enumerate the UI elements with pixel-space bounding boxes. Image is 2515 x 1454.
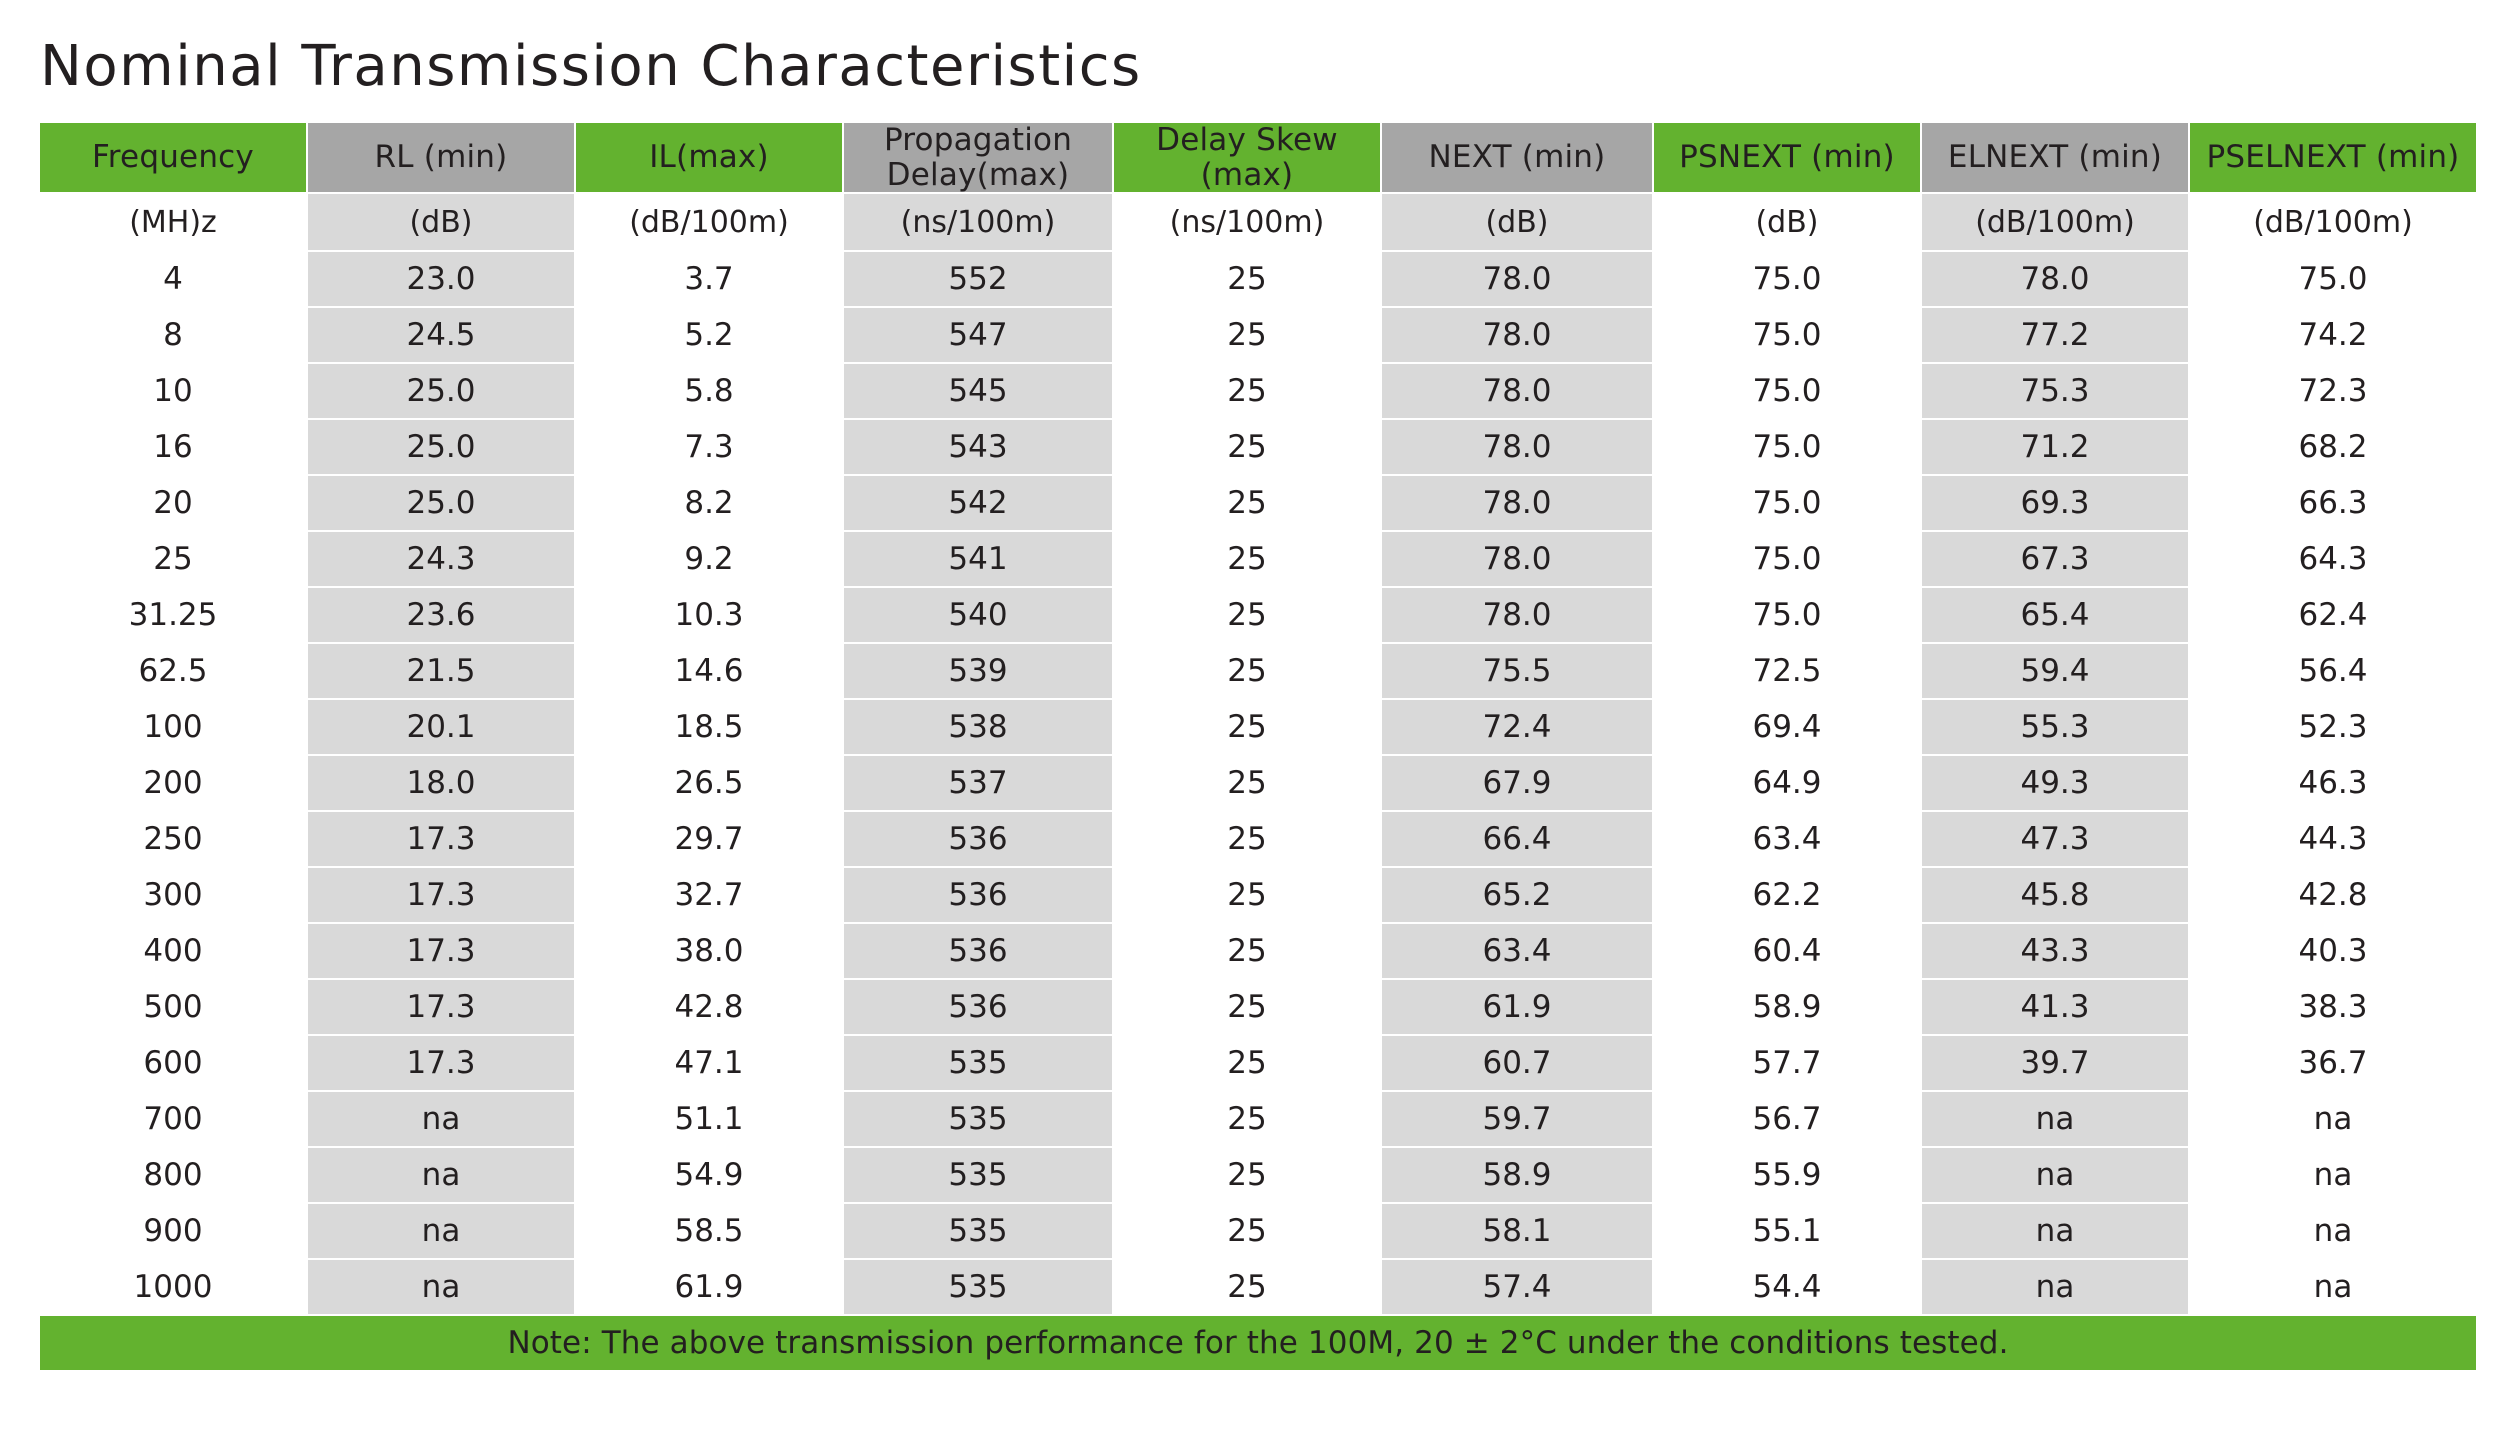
cell-r17-c7: na <box>1921 1203 2189 1259</box>
table-row <box>39 251 2477 307</box>
cell-r7-c8: 56.4 <box>2189 643 2477 699</box>
cell-r6-c5: 78.0 <box>1381 587 1653 643</box>
cell-r2-c6: 75.0 <box>1653 363 1921 419</box>
cell-r18-c3: 535 <box>843 1259 1113 1315</box>
cell-r12-c1: 17.3 <box>307 923 575 979</box>
table-row <box>39 979 2477 1035</box>
page-title: Nominal Transmission Characteristics <box>40 34 1142 99</box>
cell-r4-c2: 8.2 <box>575 475 843 531</box>
cell-r16-c2: 54.9 <box>575 1147 843 1203</box>
cell-r9-c5: 67.9 <box>1381 755 1653 811</box>
cell-r0-c5: 78.0 <box>1381 251 1653 307</box>
cell-r18-c0: 1000 <box>39 1259 307 1315</box>
unit-cell-8: (dB/100m) <box>2189 193 2477 251</box>
cell-r13-c0: 500 <box>39 979 307 1035</box>
cell-r0-c7: 78.0 <box>1921 251 2189 307</box>
cell-r5-c7: 67.3 <box>1921 531 2189 587</box>
cell-r17-c2: 58.5 <box>575 1203 843 1259</box>
cell-r11-c4: 25 <box>1113 867 1381 923</box>
cell-r1-c0: 8 <box>39 307 307 363</box>
cell-r6-c1: 23.6 <box>307 587 575 643</box>
cell-r14-c2: 47.1 <box>575 1035 843 1091</box>
cell-r13-c8: 38.3 <box>2189 979 2477 1035</box>
cell-r4-c8: 66.3 <box>2189 475 2477 531</box>
cell-r16-c4: 25 <box>1113 1147 1381 1203</box>
cell-r7-c1: 21.5 <box>307 643 575 699</box>
cell-r3-c6: 75.0 <box>1653 419 1921 475</box>
transmission-characteristics-table <box>38 121 2478 1372</box>
cell-r3-c1: 25.0 <box>307 419 575 475</box>
cell-r5-c5: 78.0 <box>1381 531 1653 587</box>
cell-r16-c8: na <box>2189 1147 2477 1203</box>
cell-r10-c3: 536 <box>843 811 1113 867</box>
cell-r10-c0: 250 <box>39 811 307 867</box>
table-footer <box>39 1315 2477 1371</box>
cell-r3-c5: 78.0 <box>1381 419 1653 475</box>
cell-r2-c3: 545 <box>843 363 1113 419</box>
cell-r9-c8: 46.3 <box>2189 755 2477 811</box>
cell-r15-c0: 700 <box>39 1091 307 1147</box>
cell-r11-c0: 300 <box>39 867 307 923</box>
cell-r2-c5: 78.0 <box>1381 363 1653 419</box>
table-row <box>39 1091 2477 1147</box>
cell-r2-c1: 25.0 <box>307 363 575 419</box>
cell-r0-c2: 3.7 <box>575 251 843 307</box>
cell-r7-c6: 72.5 <box>1653 643 1921 699</box>
cell-r14-c6: 57.7 <box>1653 1035 1921 1091</box>
cell-r8-c3: 538 <box>843 699 1113 755</box>
cell-r18-c1: na <box>307 1259 575 1315</box>
cell-r17-c5: 58.1 <box>1381 1203 1653 1259</box>
cell-r15-c7: na <box>1921 1091 2189 1147</box>
cell-r8-c7: 55.3 <box>1921 699 2189 755</box>
table-row <box>39 755 2477 811</box>
cell-r11-c8: 42.8 <box>2189 867 2477 923</box>
unit-cell-2: (dB/100m) <box>575 193 843 251</box>
cell-r12-c7: 43.3 <box>1921 923 2189 979</box>
cell-r1-c1: 24.5 <box>307 307 575 363</box>
cell-r9-c3: 537 <box>843 755 1113 811</box>
table-row <box>39 699 2477 755</box>
cell-r11-c6: 62.2 <box>1653 867 1921 923</box>
cell-r1-c8: 74.2 <box>2189 307 2477 363</box>
cell-r9-c1: 18.0 <box>307 755 575 811</box>
cell-r3-c0: 16 <box>39 419 307 475</box>
cell-r11-c5: 65.2 <box>1381 867 1653 923</box>
cell-r18-c2: 61.9 <box>575 1259 843 1315</box>
cell-r12-c5: 63.4 <box>1381 923 1653 979</box>
cell-r15-c8: na <box>2189 1091 2477 1147</box>
cell-r0-c3: 552 <box>843 251 1113 307</box>
unit-cell-6: (dB) <box>1653 193 1921 251</box>
cell-r7-c2: 14.6 <box>575 643 843 699</box>
cell-r6-c0: 31.25 <box>39 587 307 643</box>
cell-r18-c4: 25 <box>1113 1259 1381 1315</box>
cell-r1-c6: 75.0 <box>1653 307 1921 363</box>
cell-r13-c6: 58.9 <box>1653 979 1921 1035</box>
cell-r5-c4: 25 <box>1113 531 1381 587</box>
table-row <box>39 923 2477 979</box>
cell-r15-c6: 56.7 <box>1653 1091 1921 1147</box>
cell-r4-c6: 75.0 <box>1653 475 1921 531</box>
cell-r7-c5: 75.5 <box>1381 643 1653 699</box>
column-header-3: Propagation Delay(max) <box>843 122 1113 193</box>
cell-r18-c7: na <box>1921 1259 2189 1315</box>
cell-r0-c6: 75.0 <box>1653 251 1921 307</box>
cell-r15-c1: na <box>307 1091 575 1147</box>
cell-r6-c7: 65.4 <box>1921 587 2189 643</box>
cell-r17-c8: na <box>2189 1203 2477 1259</box>
cell-r5-c2: 9.2 <box>575 531 843 587</box>
cell-r2-c8: 72.3 <box>2189 363 2477 419</box>
cell-r17-c3: 535 <box>843 1203 1113 1259</box>
cell-r10-c6: 63.4 <box>1653 811 1921 867</box>
cell-r2-c0: 10 <box>39 363 307 419</box>
cell-r1-c3: 547 <box>843 307 1113 363</box>
cell-r13-c7: 41.3 <box>1921 979 2189 1035</box>
cell-r12-c8: 40.3 <box>2189 923 2477 979</box>
cell-r14-c1: 17.3 <box>307 1035 575 1091</box>
cell-r16-c3: 535 <box>843 1147 1113 1203</box>
cell-r10-c1: 17.3 <box>307 811 575 867</box>
table-row <box>39 1203 2477 1259</box>
cell-r6-c6: 75.0 <box>1653 587 1921 643</box>
cell-r10-c4: 25 <box>1113 811 1381 867</box>
cell-r0-c0: 4 <box>39 251 307 307</box>
cell-r7-c0: 62.5 <box>39 643 307 699</box>
cell-r17-c4: 25 <box>1113 1203 1381 1259</box>
cell-r3-c2: 7.3 <box>575 419 843 475</box>
column-header-4: Delay Skew (max) <box>1113 122 1381 193</box>
unit-cell-0: (MH)z <box>39 193 307 251</box>
table-row <box>39 1259 2477 1315</box>
cell-r16-c7: na <box>1921 1147 2189 1203</box>
cell-r7-c7: 59.4 <box>1921 643 2189 699</box>
cell-r14-c0: 600 <box>39 1035 307 1091</box>
unit-cell-1: (dB) <box>307 193 575 251</box>
cell-r9-c6: 64.9 <box>1653 755 1921 811</box>
cell-r13-c4: 25 <box>1113 979 1381 1035</box>
cell-r9-c4: 25 <box>1113 755 1381 811</box>
cell-r10-c5: 66.4 <box>1381 811 1653 867</box>
cell-r8-c6: 69.4 <box>1653 699 1921 755</box>
cell-r8-c5: 72.4 <box>1381 699 1653 755</box>
unit-cell-4: (ns/100m) <box>1113 193 1381 251</box>
cell-r11-c7: 45.8 <box>1921 867 2189 923</box>
cell-r15-c5: 59.7 <box>1381 1091 1653 1147</box>
cell-r0-c4: 25 <box>1113 251 1381 307</box>
cell-r1-c2: 5.2 <box>575 307 843 363</box>
cell-r2-c2: 5.8 <box>575 363 843 419</box>
cell-r6-c8: 62.4 <box>2189 587 2477 643</box>
note-row <box>39 1315 2477 1371</box>
table-row <box>39 363 2477 419</box>
table-units-row <box>39 193 2477 251</box>
cell-r6-c4: 25 <box>1113 587 1381 643</box>
cell-r17-c1: na <box>307 1203 575 1259</box>
column-header-1: RL (min) <box>307 122 575 193</box>
cell-r1-c7: 77.2 <box>1921 307 2189 363</box>
cell-r16-c5: 58.9 <box>1381 1147 1653 1203</box>
table-row <box>39 531 2477 587</box>
column-header-6: PSNEXT (min) <box>1653 122 1921 193</box>
table-row <box>39 1147 2477 1203</box>
cell-r3-c8: 68.2 <box>2189 419 2477 475</box>
cell-r8-c4: 25 <box>1113 699 1381 755</box>
cell-r13-c1: 17.3 <box>307 979 575 1035</box>
table-header <box>39 122 2477 193</box>
cell-r6-c3: 540 <box>843 587 1113 643</box>
cell-r11-c3: 536 <box>843 867 1113 923</box>
cell-r13-c2: 42.8 <box>575 979 843 1035</box>
cell-r17-c6: 55.1 <box>1653 1203 1921 1259</box>
table-row <box>39 811 2477 867</box>
cell-r5-c6: 75.0 <box>1653 531 1921 587</box>
cell-r0-c8: 75.0 <box>2189 251 2477 307</box>
cell-r6-c2: 10.3 <box>575 587 843 643</box>
cell-r14-c8: 36.7 <box>2189 1035 2477 1091</box>
cell-r12-c0: 400 <box>39 923 307 979</box>
column-header-8: PSELNEXT (min) <box>2189 122 2477 193</box>
cell-r10-c8: 44.3 <box>2189 811 2477 867</box>
cell-r4-c7: 69.3 <box>1921 475 2189 531</box>
cell-r5-c1: 24.3 <box>307 531 575 587</box>
cell-r9-c0: 200 <box>39 755 307 811</box>
cell-r2-c7: 75.3 <box>1921 363 2189 419</box>
cell-r17-c0: 900 <box>39 1203 307 1259</box>
cell-r18-c8: na <box>2189 1259 2477 1315</box>
cell-r11-c1: 17.3 <box>307 867 575 923</box>
cell-r18-c5: 57.4 <box>1381 1259 1653 1315</box>
unit-cell-3: (ns/100m) <box>843 193 1113 251</box>
cell-r9-c2: 26.5 <box>575 755 843 811</box>
cell-r10-c7: 47.3 <box>1921 811 2189 867</box>
cell-r1-c4: 25 <box>1113 307 1381 363</box>
cell-r4-c5: 78.0 <box>1381 475 1653 531</box>
cell-r16-c1: na <box>307 1147 575 1203</box>
unit-cell-5: (dB) <box>1381 193 1653 251</box>
cell-r3-c7: 71.2 <box>1921 419 2189 475</box>
unit-cell-7: (dB/100m) <box>1921 193 2189 251</box>
column-header-2: IL(max) <box>575 122 843 193</box>
cell-r15-c4: 25 <box>1113 1091 1381 1147</box>
cell-r11-c2: 32.7 <box>575 867 843 923</box>
table-row <box>39 643 2477 699</box>
cell-r12-c4: 25 <box>1113 923 1381 979</box>
cell-r16-c0: 800 <box>39 1147 307 1203</box>
cell-r1-c5: 78.0 <box>1381 307 1653 363</box>
cell-r7-c4: 25 <box>1113 643 1381 699</box>
table-row <box>39 1035 2477 1091</box>
cell-r8-c1: 20.1 <box>307 699 575 755</box>
cell-r13-c3: 536 <box>843 979 1113 1035</box>
cell-r14-c7: 39.7 <box>1921 1035 2189 1091</box>
cell-r15-c2: 51.1 <box>575 1091 843 1147</box>
column-header-0: Frequency <box>39 122 307 193</box>
cell-r4-c4: 25 <box>1113 475 1381 531</box>
cell-r14-c4: 25 <box>1113 1035 1381 1091</box>
cell-r0-c1: 23.0 <box>307 251 575 307</box>
cell-r7-c3: 539 <box>843 643 1113 699</box>
table-row <box>39 867 2477 923</box>
cell-r8-c0: 100 <box>39 699 307 755</box>
table-header-row <box>39 122 2477 193</box>
cell-r5-c0: 25 <box>39 531 307 587</box>
cell-r3-c3: 543 <box>843 419 1113 475</box>
cell-r13-c5: 61.9 <box>1381 979 1653 1035</box>
cell-r15-c3: 535 <box>843 1091 1113 1147</box>
cell-r12-c2: 38.0 <box>575 923 843 979</box>
table-row <box>39 419 2477 475</box>
cell-r2-c4: 25 <box>1113 363 1381 419</box>
cell-r12-c6: 60.4 <box>1653 923 1921 979</box>
cell-r10-c2: 29.7 <box>575 811 843 867</box>
cell-r4-c1: 25.0 <box>307 475 575 531</box>
table-body <box>39 193 2477 1315</box>
cell-r8-c2: 18.5 <box>575 699 843 755</box>
table-row <box>39 307 2477 363</box>
column-header-5: NEXT (min) <box>1381 122 1653 193</box>
cell-r5-c8: 64.3 <box>2189 531 2477 587</box>
cell-r4-c0: 20 <box>39 475 307 531</box>
cell-r8-c8: 52.3 <box>2189 699 2477 755</box>
cell-r3-c4: 25 <box>1113 419 1381 475</box>
table-row <box>39 475 2477 531</box>
cell-r9-c7: 49.3 <box>1921 755 2189 811</box>
note-text: Note: The above transmission performance for the 100M, 20 ± 2°C under the conditions tested. <box>39 1315 2477 1371</box>
cell-r18-c6: 54.4 <box>1653 1259 1921 1315</box>
cell-r4-c3: 542 <box>843 475 1113 531</box>
column-header-7: ELNEXT (min) <box>1921 122 2189 193</box>
cell-r16-c6: 55.9 <box>1653 1147 1921 1203</box>
cell-r14-c5: 60.7 <box>1381 1035 1653 1091</box>
cell-r12-c3: 536 <box>843 923 1113 979</box>
cell-r14-c3: 535 <box>843 1035 1113 1091</box>
cell-r5-c3: 541 <box>843 531 1113 587</box>
table-row <box>39 587 2477 643</box>
